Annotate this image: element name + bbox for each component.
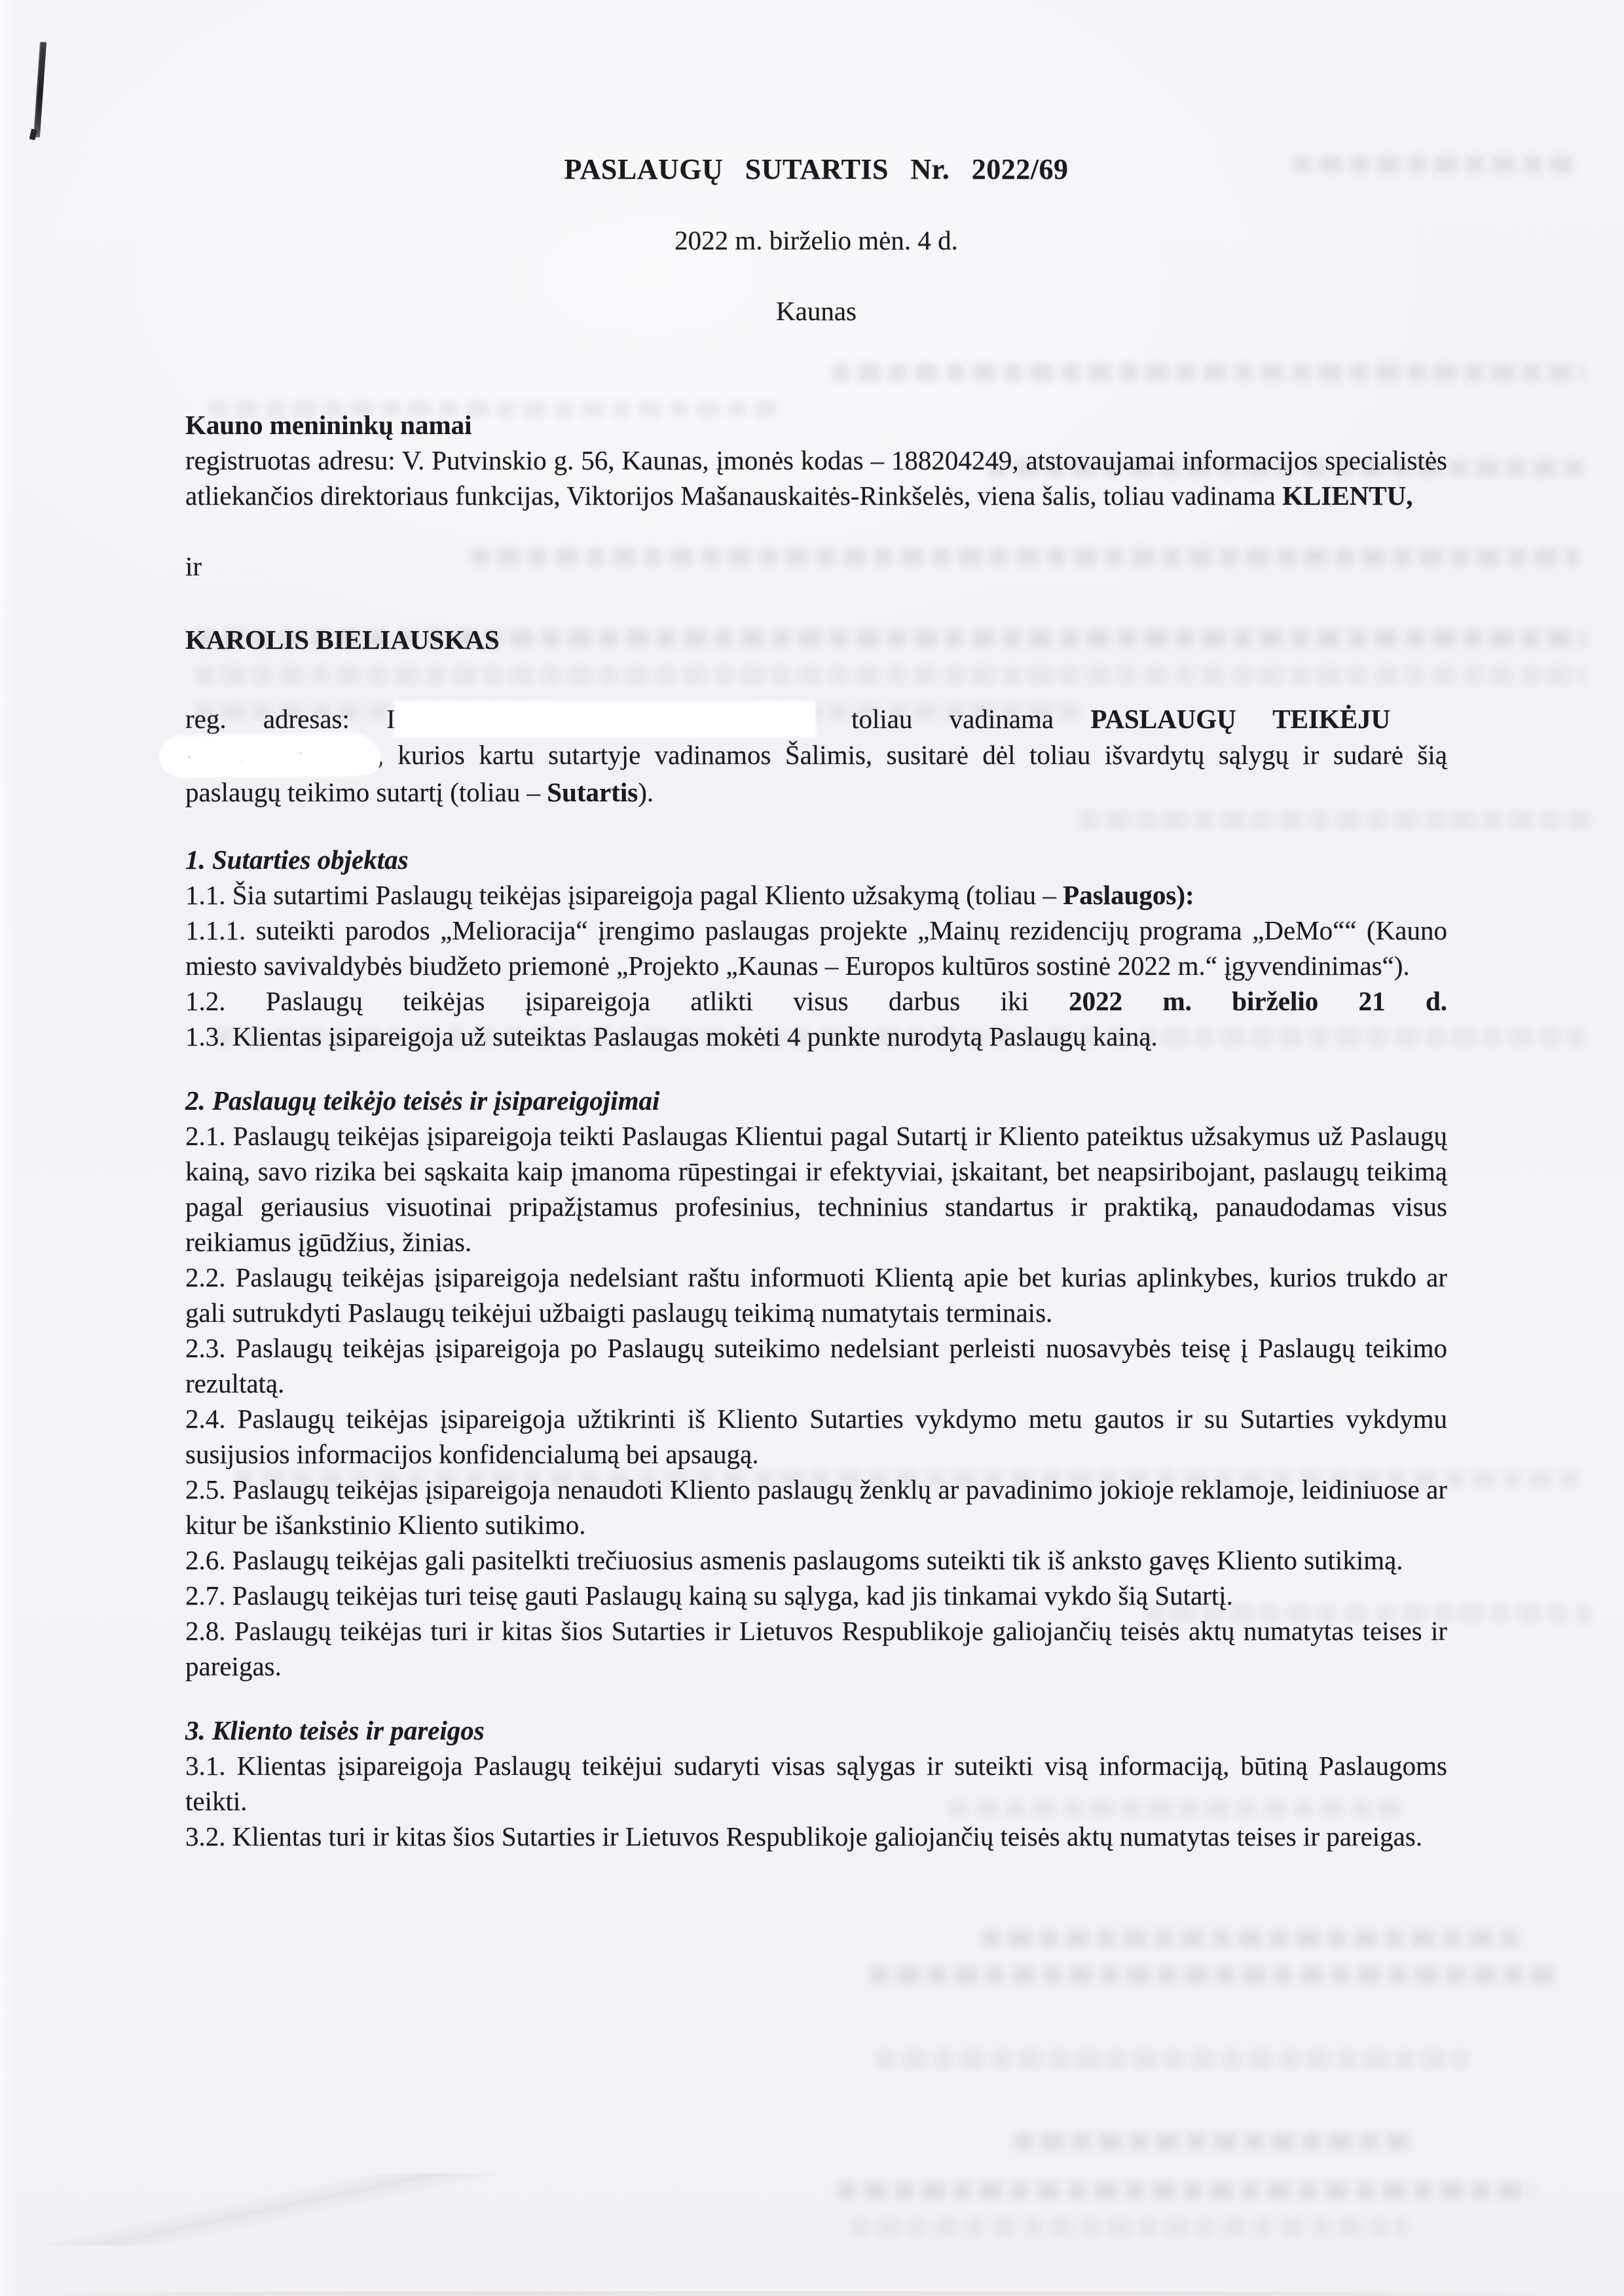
- clause-2-2: 2.2. Paslaugų teikėjas įsipareigoja nedelsiant raštu informuoti Klientą apie bet kurias aplinkybes, kurios trukdo ar gali sutrukdyti Paslaugų teikėjui užbaigti paslaugų teikimą numatytais terminais.: [185, 1262, 1447, 1328]
- client-alias: KLIENTU,: [1282, 481, 1413, 511]
- clause-2-6: 2.6. Paslaugų teikėjas gali pasitelkti trečiuosius asmenis paslaugoms suteikti tik iš anksto gavęs Kliento sutikimą.: [185, 1545, 1403, 1575]
- parties-clause-end: ).: [638, 777, 654, 807]
- client-details: registruotas adresu: V. Putvinskio g. 56, Kaunas, įmonės kodas – 188204249, atstovaujamai informacijos specialistės atliekančios direktoriaus funkcijas, Viktorijos Mašanauskaitės-Rinkšelės, viena šalis, toliau vadinama: [185, 445, 1447, 511]
- clause-2-4: 2.4. Paslaugų teikėjas įsipareigoja užtikrinti iš Kliento Sutarties vykdymo metu gautos ir su Sutarties vykdymu susijusios informacijos konfidencialumą bei apsaugą.: [185, 1404, 1447, 1469]
- bleed-through-text: [877, 2050, 1467, 2068]
- clause-1-2: 1.2. Paslaugų teikėjas įsipareigoja atlikti visus darbus iki 2022 m. birželio 21 d.: [185, 986, 1447, 1016]
- clause-1-1-1: 1.1.1. suteikti parodos „Melioracija“ įrengimo paslaugas projekte „Mainų rezidencijų programa „DeMo““ (Kauno miesto savivaldybės biudžeto priemonė „Projekto „Kaunas – Europos kultūros sostinė 2022 m.“ įgyvendinimas“).: [185, 915, 1447, 981]
- clause-3-2: 3.2. Klientas turi ir kitas šios Sutarties ir Lietuvos Respublikoje galiojančių teisės aktų numatytas teises ir pareigas.: [185, 1821, 1423, 1851]
- section-1-heading: 1. Sutarties objektas: [185, 845, 409, 875]
- clause-3-1: 3.1. Klientas įsipareigoja Paslaugų teikėjui sudaryti visas sąlygas ir suteikti visą informaciją, būtiną Paslaugoms teikti.: [185, 1751, 1447, 1816]
- parties-clause-paragraph: [185, 737, 1447, 810]
- clause-2-5: 2.5. Paslaugų teikėjas įsipareigoja nenaudoti Kliento paslaugų ženklų ar pavadinimo jokioje reklamoje, leidiniuose ar kitur be išankstinio Kliento sutikimo.: [185, 1474, 1447, 1540]
- section-3-heading: 3. Kliento teisės ir pareigos: [185, 1715, 485, 1745]
- scan-bottom-edge: [0, 2291, 1624, 2296]
- clause-2-1: 2.1. Paslaugų teikėjas įsipareigoja teikti Paslaugas Klientui pagal Sutartį ir Kliento pateiktus užsakymus už Paslaugų kainą, savo rizika bei sąskaita kaip įmanoma rūpestingai ir efektyviai, įskaitant, bet neapsiribojant, paslaugų teikimą pagal geriausius visuotinai pripažįstamus profesinius, techninius standartus ir praktiką, panaudodamas visus reikiamus įgūdžius, žinias.: [185, 1121, 1447, 1257]
- client-details-paragraph: [185, 443, 1447, 513]
- provider-name: KAROLIS BIELIAUSKAS: [185, 625, 500, 655]
- whiteout-blob: [162, 735, 376, 775]
- paper-crease: [0, 2174, 537, 2246]
- contract-title: PASLAUGŲ SUTARTIS Nr. 2022/69: [564, 153, 1069, 185]
- contract-date: 2022 m. birželio mėn. 4 d.: [674, 225, 958, 255]
- contract-city: Kaunas: [776, 296, 857, 326]
- client-name: Kauno menininkų namai: [185, 410, 472, 440]
- contract-term: Sutartis: [547, 777, 638, 807]
- bleed-through-text: [851, 2218, 1408, 2235]
- clause-2-7: 2.7. Paslaugų teikėjas turi teisę gauti Paslaugų kainą su sąlyga, kad jis tinkamai vykdo šią Sutartį.: [185, 1580, 1233, 1611]
- clause-2-8: 2.8. Paslaugų teikėjas turi ir kitas šios Sutarties ir Lietuvos Respublikoje galiojančių teisės aktų numatytas teises ir pareigas.: [185, 1616, 1447, 1681]
- provider-reg-address-line: [185, 701, 1447, 737]
- clause-2-3: 2.3. Paslaugų teikėjas įsipareigoja po Paslaugų suteikimo nedelsiant perleisti nuosavybės teisę į Paslaugų teikimo rezultatą.: [185, 1333, 1447, 1398]
- parties-clause: , kurios kartu sutartyje vadinamos Šalimis, susitarė dėl toliau išvardytų sąlygų ir sudarė šią paslaugų teikimo sutartį (toliau –: [185, 740, 1447, 807]
- clause-1-3: 1.3. Klientas įsipareigoja už suteiktas Paslaugas mokėti 4 punkte nurodytą Paslaugų kainą.: [185, 1021, 1158, 1051]
- bleed-through-text: [982, 1930, 1519, 1947]
- bleed-through-text: [838, 2183, 1532, 2200]
- bleed-through-text: [1015, 2133, 1408, 2150]
- conjunction: ir: [185, 551, 202, 581]
- redaction-box-address: [396, 702, 815, 736]
- bleed-through-text: [871, 1967, 1559, 1984]
- provider-alias-lead: toliau vadinama: [814, 704, 1091, 734]
- provider-alias: PASLAUGŲ TEIKĖJU: [1090, 704, 1391, 734]
- section-2-heading: 2. Paslaugų teikėjo teisės ir įsipareigojimai: [185, 1085, 660, 1116]
- reg-address-label: reg. adresas: I: [185, 704, 396, 734]
- clause-1-1: 1.1. Šia sutartimi Paslaugų teikėjas įsipareigoja pagal Kliento užsakymą (toliau – Paslaugos):: [185, 880, 1194, 910]
